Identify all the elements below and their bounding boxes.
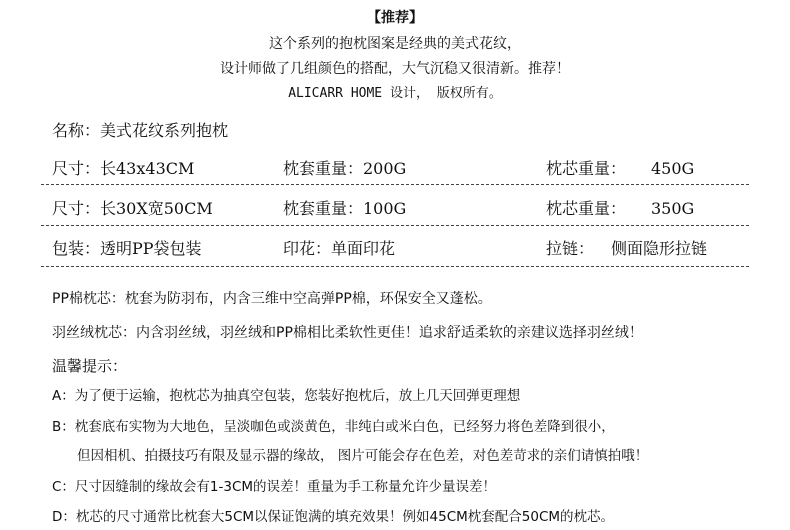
- size-spec-1: 尺寸：长43x43CM: [52, 159, 195, 178]
- intro-title: 【推荐】: [367, 10, 423, 26]
- print-spec: 印花：单面印花: [283, 239, 396, 258]
- intro-line-2: 设计师做了几组颜色的搭配，大气沉稳又很清新。推荐！: [220, 61, 570, 77]
- divider-3: [41, 266, 749, 267]
- intro-line-1: 这个系列的抱枕图案是经典的美式花纹，: [269, 36, 521, 52]
- tips-heading: 温馨提示：: [52, 357, 128, 375]
- divider-1: [41, 184, 749, 185]
- size-spec-2: 尺寸：长30X宽50CM: [52, 199, 213, 218]
- cover-weight-1: 枕套重量：200G: [283, 159, 407, 178]
- zipper-value: 侧面隐形拉链: [611, 239, 708, 258]
- feather-core-note: 羽丝绒枕芯：内含羽丝绒，羽丝绒和PP棉相比柔软性更佳！追求舒适柔软的亲建议选择羽丝绒！: [52, 325, 643, 341]
- divider-2: [41, 225, 749, 226]
- tip-b: B：枕套底布实物为大地色，呈淡咖色或淡黄色，非纯白或米白色，已经努力将色差降到很小，: [52, 419, 615, 435]
- core-weight-label-2: 枕芯重量：: [546, 199, 627, 218]
- cover-weight-2: 枕套重量：100G: [283, 199, 407, 218]
- packaging-spec: 包装：透明PP袋包装: [52, 239, 202, 258]
- tip-a: A：为了便于运输，抱枕芯为抽真空包装，您装好抱枕后，放上几天回弹更理想: [52, 388, 521, 404]
- intro-line-3: ALICARR HOME 设计， 版权所有。: [288, 86, 502, 101]
- core-weight-value-1: 450G: [651, 159, 695, 178]
- product-name: 名称：美式花纹系列抱枕: [52, 121, 229, 140]
- zipper-label: 拉链：: [546, 239, 595, 258]
- tip-c: C：尺寸因缝制的缘故会有1-3CM的误差！重量为手工称量允许少量误差！: [52, 479, 497, 495]
- tip-b-continued: 但因相机、拍摄技巧有限及显示器的缘故， 图片可能会存在色差，对色差苛求的亲们请慎拍哦！: [77, 448, 649, 464]
- core-weight-label-1: 枕芯重量：: [546, 159, 627, 178]
- pp-core-note: PP棉枕芯：枕套为防羽布，内含三维中空高弹PP棉，环保安全又蓬松。: [52, 291, 492, 307]
- core-weight-value-2: 350G: [651, 199, 695, 218]
- tip-d: D：枕芯的尺寸通常比枕套大5CM以保证饱满的填充效果！例如45CM枕套配合50CM的枕芯。: [52, 509, 615, 525]
